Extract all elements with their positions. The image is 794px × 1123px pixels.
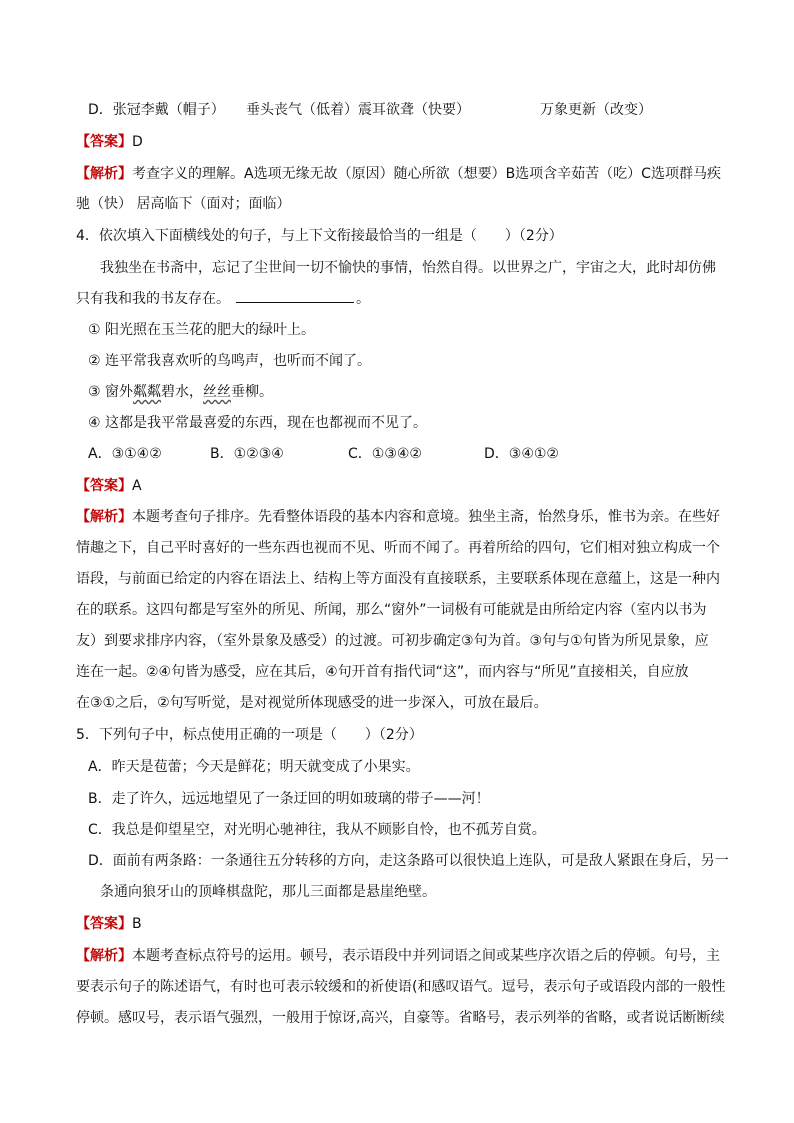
sentence-3-mid: 碧水，	[161, 384, 204, 400]
analysis-text: 本题考查句子排序。先看整体语段的基本内容和意境。独坐主斋，怡然身乐，惟书为亲。在些好	[132, 509, 720, 525]
q3-option-d-word2: 垂头丧气（低着）	[246, 102, 358, 118]
q3-analysis-line-1	[76, 164, 721, 184]
q4-analysis-line-5: 友）到要求排序内容，（室外景象及感受）的过渡。可初步确定③句为首。③句与①句皆为所见景象，应	[76, 633, 709, 649]
q3-option-d-row	[88, 100, 652, 120]
q5-option-a: A．昨天是苞蕾；今天是鲜花；明天就变成了小果实。	[88, 759, 420, 775]
analysis-tag: 【解析】	[76, 166, 132, 182]
q4-analysis-line-1	[76, 507, 720, 527]
answer-value: D	[132, 134, 143, 150]
q3-option-d-label: D．张冠李戴（帽子）	[88, 102, 225, 118]
q4-analysis-line-2: 情趣之下，自己平时喜好的一些东西也视而不见、听而不闻了。再着所给的四句，它们相对独立构成一个	[76, 540, 720, 556]
q4-passage-line-1: 我独坐在书斋中，忘记了尘世间一切不愉快的事情，怡然自得。以世界之广，宇宙之大，此时却仿佛	[100, 260, 716, 276]
answer-tag: 【答案】	[76, 134, 132, 150]
passage-end: 。	[356, 291, 370, 307]
q4-analysis-line-6: 连在一起。②④句皆为感受，应在其后，④句开首有指代词“这”，而内容与“所见”直接相关，自应放	[76, 664, 689, 680]
sentence-3-post: 垂柳。	[231, 384, 274, 400]
q4-sentence-3	[88, 382, 273, 402]
q4-option-a: A．③①④②	[88, 446, 162, 462]
q4-option-d: D．③④①②	[484, 446, 559, 462]
analysis-tag: 【解析】	[76, 509, 132, 525]
q5-option-b: B．走了许久，远远地望见了一条迂回的明如玻璃的带子——河！	[88, 791, 490, 807]
q5-analysis-line-3: 停顿。感叹号，表示语气强烈，一般用于惊讶,高兴，自豪等。省略号，表示列举的省略，或者说话断断续	[76, 1010, 725, 1026]
passage-text: 只有我和我的书友存在。	[76, 291, 230, 307]
sentence-3-pre: ③ 窗外	[88, 384, 134, 400]
q4-stem: 4．依次填入下面横线处的句子，与上下文衔接最恰当的一组是（ ）（2分）	[76, 228, 563, 244]
answer-tag: 【答案】	[76, 916, 132, 932]
answer-tag: 【答案】	[76, 478, 132, 494]
q4-analysis-line-4: 在的联系。这四句都是写室外的所见、所闻，那么“窗外”一词极有可能就是由所给定内容（室内以书为	[76, 602, 707, 618]
q4-sentence-4: ④ 这都是我平常最喜爱的东西，现在也都视而不见了。	[88, 415, 427, 431]
q3-analysis-line-2: 驰（快） 居高临下（面对；面临）	[76, 196, 291, 212]
fill-blank	[236, 288, 354, 303]
q4-sentence-1: ① 阳光照在玉兰花的肥大的绿叶上。	[88, 322, 316, 338]
q5-option-c: C．我总是仰望星空，对光明心驰神往，我从不顾影自怜，也不孤芳自赏。	[88, 822, 546, 838]
q3-option-d-word4: 万象更新（改变）	[540, 102, 652, 118]
q4-option-c: C．①③④②	[348, 446, 422, 462]
q3-answer	[76, 132, 143, 152]
q5-stem: 5．下列句子中，标点使用正确的一项是（ ）（2分）	[76, 727, 423, 743]
q5-analysis-line-1	[76, 946, 720, 966]
sentence-3-underlined-1: 粼粼	[133, 384, 162, 400]
analysis-text: 考查字义的理解。A选项无缘无故（原因）随心所欲（想要）B选项含辛茹苦（吃）C选项群马疾	[132, 166, 721, 182]
q4-answer	[76, 476, 142, 496]
analysis-tag: 【解析】	[76, 948, 132, 964]
answer-value: A	[132, 478, 142, 494]
q5-answer	[76, 914, 142, 934]
q5-option-d-line-2: 条通向狼牙山的顶峰棋盘陀，那儿三面都是悬崖绝壁。	[100, 884, 436, 900]
q5-option-d-line-1: D．面前有两条路：一条通往五分转移的方向，走这条路可以很快追上连队，可是敌人紧跟在身后，另一	[88, 853, 729, 869]
q4-analysis-line-3: 语段，与前面已给定的内容在语法上、结构上等方面没有直接联系，主要联系体现在意蕴上，这是一种内	[76, 571, 720, 587]
q4-passage-line-2	[76, 288, 370, 309]
q5-analysis-line-2: 要表示句子的陈述语气，有时也可表示较缓和的祈使语(和感叹语气。逗号，表示句子或语段内部的一般性	[76, 979, 726, 995]
q4-sentence-2: ② 连平常我喜欢听的鸟鸣声，也听而不闻了。	[88, 353, 371, 369]
analysis-text: 本题考查标点符号的运用。顿号，表示语段中并列词语之间或某些序次语之后的停顿。句号，主	[132, 948, 720, 964]
answer-value: B	[132, 916, 142, 932]
q4-option-b: B．①②③④	[210, 446, 284, 462]
q3-option-d-word3: 震耳欲聋（快要）	[358, 102, 470, 118]
q4-analysis-line-7: 在③①之后，②句写听觉，是对视觉所体现感受的进一步深入，可放在最后。	[76, 695, 548, 711]
sentence-3-underlined-2: 丝丝	[203, 384, 232, 400]
